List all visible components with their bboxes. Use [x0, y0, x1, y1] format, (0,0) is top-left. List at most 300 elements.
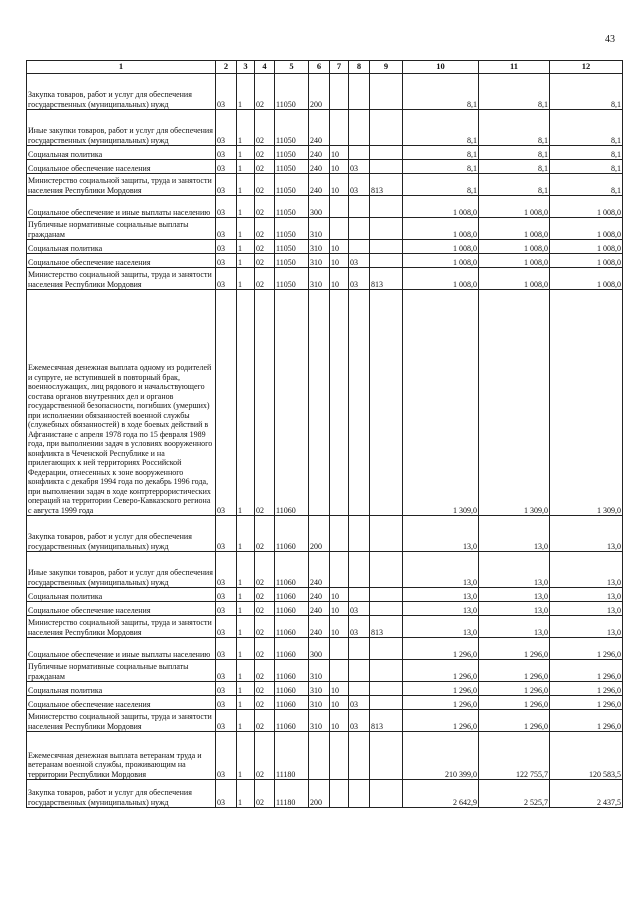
code-cell-c6: 240 [309, 616, 330, 638]
column-header: 9 [370, 61, 403, 74]
code-cell-c5: 11060 [275, 682, 309, 696]
code-cell-c3: 1 [237, 218, 255, 240]
code-cell-c4: 02 [255, 196, 275, 218]
code-cell-c2: 03 [216, 588, 237, 602]
code-cell-c3: 1 [237, 146, 255, 160]
amount-cell-c10: 2 642,9 [403, 780, 479, 808]
code-cell-c5: 11050 [275, 218, 309, 240]
code-cell-c7 [330, 110, 349, 146]
code-cell-c7 [330, 516, 349, 552]
amount-cell-c12: 1 008,0 [550, 268, 623, 290]
table-row [27, 290, 623, 516]
code-cell-c7 [330, 732, 349, 780]
code-cell-c7: 10 [330, 682, 349, 696]
table-row [27, 146, 623, 160]
code-cell-c7 [330, 74, 349, 110]
amount-cell-c10: 1 296,0 [403, 660, 479, 682]
amount-cell-c10: 8,1 [403, 146, 479, 160]
amount-cell-c10: 1 008,0 [403, 254, 479, 268]
code-cell-c9 [370, 218, 403, 240]
row-name-cell: Ежемесячная денежная выплата одному из родителей и супруге, не вступившей в повторный брак, военнослужащих, лиц рядового и начальствующего состава органов внутренних дел и органов государственной безопасности, погибших (умерших) при исполнении обязанностей военной службы (служебных обязанностей) в ходе боевых действий в Афганистане с апреля 1978 года по 15 февраля 1989 года, при выполнении задач в условиях вооруженного конфликта в Чеченской Республике и на прилегающих к ней территориях Российской Федерации, отнесенных к зоне вооруженного конфликта с декабря 1994 года по декабрь 1996 года, при выполнении задач в ходе контртеррористических операций на территории Северо-Кавказского региона с августа 1999 года [27, 290, 216, 516]
code-cell-c3: 1 [237, 588, 255, 602]
code-cell-c5: 11050 [275, 174, 309, 196]
amount-cell-c11: 13,0 [479, 552, 550, 588]
amount-cell-c12: 1 309,0 [550, 290, 623, 516]
code-cell-c5: 11060 [275, 660, 309, 682]
code-cell-c7: 10 [330, 174, 349, 196]
amount-cell-c10: 1 296,0 [403, 710, 479, 732]
amount-cell-c11: 1 008,0 [479, 196, 550, 218]
code-cell-c9 [370, 146, 403, 160]
table-row [27, 196, 623, 218]
code-cell-c4: 02 [255, 602, 275, 616]
amount-cell-c11: 13,0 [479, 616, 550, 638]
amount-cell-c11: 8,1 [479, 174, 550, 196]
amount-cell-c12: 1 296,0 [550, 660, 623, 682]
code-cell-c7 [330, 638, 349, 660]
amount-cell-c10: 13,0 [403, 588, 479, 602]
code-cell-c2: 03 [216, 638, 237, 660]
amount-cell-c10: 13,0 [403, 602, 479, 616]
code-cell-c7: 10 [330, 254, 349, 268]
code-cell-c8: 03 [349, 696, 370, 710]
amount-cell-c11: 1 296,0 [479, 696, 550, 710]
code-cell-c6: 200 [309, 516, 330, 552]
code-cell-c6: 300 [309, 196, 330, 218]
code-cell-c7 [330, 660, 349, 682]
amount-cell-c10: 1 309,0 [403, 290, 479, 516]
code-cell-c6: 240 [309, 110, 330, 146]
code-cell-c6: 240 [309, 602, 330, 616]
code-cell-c3: 1 [237, 616, 255, 638]
code-cell-c2: 03 [216, 710, 237, 732]
amount-cell-c11: 13,0 [479, 516, 550, 552]
code-cell-c3: 1 [237, 638, 255, 660]
code-cell-c4: 02 [255, 696, 275, 710]
code-cell-c2: 03 [216, 110, 237, 146]
amount-cell-c12: 120 583,5 [550, 732, 623, 780]
amount-cell-c12: 8,1 [550, 160, 623, 174]
code-cell-c4: 02 [255, 240, 275, 254]
code-cell-c5: 11060 [275, 602, 309, 616]
amount-cell-c11: 2 525,7 [479, 780, 550, 808]
code-cell-c6: 240 [309, 588, 330, 602]
code-cell-c4: 02 [255, 616, 275, 638]
code-cell-c8 [349, 218, 370, 240]
code-cell-c4: 02 [255, 74, 275, 110]
amount-cell-c11: 1 008,0 [479, 254, 550, 268]
code-cell-c4: 02 [255, 110, 275, 146]
code-cell-c8: 03 [349, 616, 370, 638]
row-name-cell: Социальное обеспечение населения [27, 254, 216, 268]
code-cell-c8 [349, 74, 370, 110]
row-name-cell: Социальное обеспечение населения [27, 160, 216, 174]
code-cell-c5: 11050 [275, 160, 309, 174]
code-cell-c5: 11060 [275, 516, 309, 552]
row-name-cell: Ежемесячная денежная выплата ветеранам труда и ветеранам военной службы, проживающим на территории Республики Мордовия [27, 732, 216, 780]
code-cell-c9 [370, 254, 403, 268]
code-cell-c8: 03 [349, 268, 370, 290]
code-cell-c9 [370, 732, 403, 780]
code-cell-c4: 02 [255, 682, 275, 696]
code-cell-c4: 02 [255, 710, 275, 732]
row-name-cell: Социальная политика [27, 682, 216, 696]
amount-cell-c10: 13,0 [403, 516, 479, 552]
code-cell-c3: 1 [237, 552, 255, 588]
table-row [27, 74, 623, 110]
column-header: 12 [550, 61, 623, 74]
code-cell-c5: 11060 [275, 696, 309, 710]
code-cell-c3: 1 [237, 710, 255, 732]
code-cell-c6: 310 [309, 268, 330, 290]
code-cell-c3: 1 [237, 196, 255, 218]
amount-cell-c10: 1 008,0 [403, 268, 479, 290]
code-cell-c7 [330, 780, 349, 808]
code-cell-c2: 03 [216, 196, 237, 218]
code-cell-c7: 10 [330, 160, 349, 174]
amount-cell-c12: 8,1 [550, 74, 623, 110]
amount-cell-c11: 1 309,0 [479, 290, 550, 516]
code-cell-c6: 240 [309, 174, 330, 196]
code-cell-c7 [330, 196, 349, 218]
table-row [27, 588, 623, 602]
code-cell-c3: 1 [237, 780, 255, 808]
row-name-cell: Социальное обеспечение населения [27, 602, 216, 616]
code-cell-c5: 11060 [275, 588, 309, 602]
code-cell-c2: 03 [216, 780, 237, 808]
amount-cell-c12: 8,1 [550, 110, 623, 146]
amount-cell-c11: 13,0 [479, 602, 550, 616]
code-cell-c9: 813 [370, 268, 403, 290]
amount-cell-c10: 13,0 [403, 552, 479, 588]
column-header: 2 [216, 61, 237, 74]
code-cell-c9: 813 [370, 710, 403, 732]
amount-cell-c12: 1 296,0 [550, 682, 623, 696]
column-header: 5 [275, 61, 309, 74]
table-row [27, 660, 623, 682]
table-row [27, 254, 623, 268]
table-row [27, 602, 623, 616]
code-cell-c4: 02 [255, 552, 275, 588]
row-name-cell: Закупка товаров, работ и услуг для обеспечения государственных (муниципальных) нужд [27, 74, 216, 110]
code-cell-c9 [370, 588, 403, 602]
code-cell-c6: 240 [309, 146, 330, 160]
code-cell-c9 [370, 660, 403, 682]
table-row [27, 240, 623, 254]
code-cell-c9 [370, 696, 403, 710]
row-name-cell: Министерство социальной защиты, труда и занятости населения Республики Мордовия [27, 616, 216, 638]
code-cell-c3: 1 [237, 74, 255, 110]
row-name-cell: Социальная политика [27, 588, 216, 602]
code-cell-c2: 03 [216, 218, 237, 240]
code-cell-c4: 02 [255, 660, 275, 682]
code-cell-c9: 813 [370, 174, 403, 196]
amount-cell-c10: 1 296,0 [403, 682, 479, 696]
column-header: 3 [237, 61, 255, 74]
code-cell-c8: 03 [349, 254, 370, 268]
column-header: 10 [403, 61, 479, 74]
amount-cell-c10: 1 008,0 [403, 196, 479, 218]
table-row [27, 780, 623, 808]
amount-cell-c10: 8,1 [403, 160, 479, 174]
code-cell-c2: 03 [216, 616, 237, 638]
code-cell-c4: 02 [255, 290, 275, 516]
code-cell-c6 [309, 290, 330, 516]
code-cell-c6: 310 [309, 696, 330, 710]
amount-cell-c12: 1 008,0 [550, 196, 623, 218]
code-cell-c4: 02 [255, 254, 275, 268]
table-row [27, 268, 623, 290]
code-cell-c4: 02 [255, 218, 275, 240]
table-row [27, 552, 623, 588]
code-cell-c8 [349, 516, 370, 552]
code-cell-c4: 02 [255, 638, 275, 660]
row-name-cell: Министерство социальной защиты, труда и занятости населения Республики Мордовия [27, 174, 216, 196]
code-cell-c2: 03 [216, 290, 237, 516]
code-cell-c8 [349, 682, 370, 696]
code-cell-c7: 10 [330, 146, 349, 160]
code-cell-c2: 03 [216, 696, 237, 710]
table-row [27, 516, 623, 552]
amount-cell-c12: 13,0 [550, 552, 623, 588]
amount-cell-c12: 1 296,0 [550, 638, 623, 660]
row-name-cell: Министерство социальной защиты, труда и занятости населения Республики Мордовия [27, 710, 216, 732]
code-cell-c9 [370, 780, 403, 808]
code-cell-c8 [349, 196, 370, 218]
code-cell-c3: 1 [237, 290, 255, 516]
code-cell-c4: 02 [255, 516, 275, 552]
row-name-cell: Закупка товаров, работ и услуг для обеспечения государственных (муниципальных) нужд [27, 780, 216, 808]
code-cell-c9 [370, 160, 403, 174]
amount-cell-c10: 8,1 [403, 110, 479, 146]
row-name-cell: Социальная политика [27, 240, 216, 254]
code-cell-c5: 11060 [275, 616, 309, 638]
code-cell-c2: 03 [216, 552, 237, 588]
table-row [27, 160, 623, 174]
code-cell-c6: 310 [309, 710, 330, 732]
amount-cell-c12: 1 008,0 [550, 240, 623, 254]
code-cell-c3: 1 [237, 160, 255, 174]
code-cell-c4: 02 [255, 588, 275, 602]
amount-cell-c11: 8,1 [479, 74, 550, 110]
code-cell-c8 [349, 146, 370, 160]
code-cell-c4: 02 [255, 780, 275, 808]
code-cell-c8 [349, 638, 370, 660]
code-cell-c9 [370, 74, 403, 110]
code-cell-c6: 310 [309, 660, 330, 682]
code-cell-c6: 310 [309, 254, 330, 268]
amount-cell-c12: 13,0 [550, 516, 623, 552]
code-cell-c2: 03 [216, 268, 237, 290]
code-cell-c3: 1 [237, 516, 255, 552]
table-row [27, 696, 623, 710]
code-cell-c3: 1 [237, 602, 255, 616]
table-row [27, 638, 623, 660]
amount-cell-c11: 1 008,0 [479, 268, 550, 290]
code-cell-c9 [370, 196, 403, 218]
amount-cell-c12: 13,0 [550, 616, 623, 638]
row-name-cell: Социальное обеспечение и иные выплаты населению [27, 196, 216, 218]
code-cell-c5: 11060 [275, 552, 309, 588]
row-name-cell: Министерство социальной защиты, труда и занятости населения Республики Мордовия [27, 268, 216, 290]
amount-cell-c10: 1 296,0 [403, 638, 479, 660]
code-cell-c3: 1 [237, 732, 255, 780]
code-cell-c8 [349, 732, 370, 780]
code-cell-c8 [349, 240, 370, 254]
budget-table [26, 60, 623, 808]
table-header-row [27, 61, 623, 74]
row-name-cell: Публичные нормативные социальные выплаты гражданам [27, 660, 216, 682]
code-cell-c6: 200 [309, 780, 330, 808]
code-cell-c9 [370, 602, 403, 616]
amount-cell-c10: 1 008,0 [403, 240, 479, 254]
table-row [27, 174, 623, 196]
code-cell-c2: 03 [216, 240, 237, 254]
amount-cell-c10: 1 008,0 [403, 218, 479, 240]
row-name-cell: Социальное обеспечение населения [27, 696, 216, 710]
code-cell-c2: 03 [216, 160, 237, 174]
code-cell-c2: 03 [216, 254, 237, 268]
code-cell-c7: 10 [330, 696, 349, 710]
code-cell-c9: 813 [370, 616, 403, 638]
code-cell-c3: 1 [237, 660, 255, 682]
column-header: 1 [27, 61, 216, 74]
code-cell-c8 [349, 660, 370, 682]
code-cell-c9 [370, 110, 403, 146]
code-cell-c5: 11180 [275, 780, 309, 808]
code-cell-c5: 11050 [275, 196, 309, 218]
code-cell-c5: 11050 [275, 74, 309, 110]
code-cell-c7: 10 [330, 710, 349, 732]
amount-cell-c10: 13,0 [403, 616, 479, 638]
table-row [27, 616, 623, 638]
code-cell-c2: 03 [216, 602, 237, 616]
code-cell-c5: 11060 [275, 290, 309, 516]
code-cell-c9 [370, 240, 403, 254]
amount-cell-c12: 1 008,0 [550, 254, 623, 268]
code-cell-c8: 03 [349, 160, 370, 174]
code-cell-c2: 03 [216, 74, 237, 110]
amount-cell-c12: 1 296,0 [550, 710, 623, 732]
row-name-cell: Публичные нормативные социальные выплаты гражданам [27, 218, 216, 240]
code-cell-c9 [370, 682, 403, 696]
code-cell-c8 [349, 780, 370, 808]
code-cell-c3: 1 [237, 254, 255, 268]
code-cell-c8 [349, 588, 370, 602]
amount-cell-c11: 1 008,0 [479, 218, 550, 240]
code-cell-c9 [370, 638, 403, 660]
code-cell-c3: 1 [237, 696, 255, 710]
code-cell-c3: 1 [237, 268, 255, 290]
amount-cell-c11: 1 008,0 [479, 240, 550, 254]
column-header: 4 [255, 61, 275, 74]
code-cell-c8 [349, 290, 370, 516]
row-name-cell: Иные закупки товаров, работ и услуг для обеспечения государственных (муниципальных) нужд [27, 552, 216, 588]
amount-cell-c12: 13,0 [550, 588, 623, 602]
code-cell-c2: 03 [216, 146, 237, 160]
column-header: 7 [330, 61, 349, 74]
table-row [27, 682, 623, 696]
table-row [27, 710, 623, 732]
code-cell-c7: 10 [330, 588, 349, 602]
amount-cell-c12: 8,1 [550, 174, 623, 196]
code-cell-c7 [330, 290, 349, 516]
code-cell-c7: 10 [330, 602, 349, 616]
amount-cell-c10: 8,1 [403, 74, 479, 110]
code-cell-c3: 1 [237, 682, 255, 696]
code-cell-c7: 10 [330, 240, 349, 254]
code-cell-c9 [370, 516, 403, 552]
code-cell-c8 [349, 552, 370, 588]
code-cell-c8 [349, 110, 370, 146]
amount-cell-c11: 1 296,0 [479, 660, 550, 682]
code-cell-c3: 1 [237, 174, 255, 196]
code-cell-c6: 240 [309, 552, 330, 588]
code-cell-c5: 11050 [275, 254, 309, 268]
code-cell-c5: 11050 [275, 146, 309, 160]
code-cell-c6: 310 [309, 682, 330, 696]
amount-cell-c11: 1 296,0 [479, 638, 550, 660]
amount-cell-c12: 1 008,0 [550, 218, 623, 240]
code-cell-c6: 310 [309, 240, 330, 254]
row-name-cell: Социальное обеспечение и иные выплаты населению [27, 638, 216, 660]
code-cell-c6: 240 [309, 160, 330, 174]
table-row [27, 732, 623, 780]
code-cell-c7 [330, 552, 349, 588]
column-header: 6 [309, 61, 330, 74]
code-cell-c6: 200 [309, 74, 330, 110]
code-cell-c4: 02 [255, 146, 275, 160]
amount-cell-c11: 8,1 [479, 110, 550, 146]
code-cell-c4: 02 [255, 268, 275, 290]
code-cell-c3: 1 [237, 110, 255, 146]
code-cell-c8: 03 [349, 710, 370, 732]
code-cell-c5: 11180 [275, 732, 309, 780]
code-cell-c6 [309, 732, 330, 780]
amount-cell-c11: 1 296,0 [479, 710, 550, 732]
code-cell-c4: 02 [255, 160, 275, 174]
amount-cell-c10: 1 296,0 [403, 696, 479, 710]
code-cell-c9 [370, 552, 403, 588]
amount-cell-c10: 8,1 [403, 174, 479, 196]
table-row [27, 218, 623, 240]
code-cell-c2: 03 [216, 732, 237, 780]
amount-cell-c12: 2 437,5 [550, 780, 623, 808]
amount-cell-c12: 8,1 [550, 146, 623, 160]
column-header: 8 [349, 61, 370, 74]
code-cell-c7: 10 [330, 268, 349, 290]
code-cell-c2: 03 [216, 660, 237, 682]
amount-cell-c11: 1 296,0 [479, 682, 550, 696]
code-cell-c2: 03 [216, 174, 237, 196]
code-cell-c2: 03 [216, 516, 237, 552]
amount-cell-c11: 8,1 [479, 146, 550, 160]
amount-cell-c12: 13,0 [550, 602, 623, 616]
code-cell-c5: 11050 [275, 110, 309, 146]
code-cell-c9 [370, 290, 403, 516]
code-cell-c8: 03 [349, 174, 370, 196]
amount-cell-c11: 13,0 [479, 588, 550, 602]
code-cell-c6: 310 [309, 218, 330, 240]
row-name-cell: Социальная политика [27, 146, 216, 160]
code-cell-c4: 02 [255, 732, 275, 780]
column-header: 11 [479, 61, 550, 74]
code-cell-c7: 10 [330, 616, 349, 638]
code-cell-c5: 11060 [275, 710, 309, 732]
code-cell-c8: 03 [349, 602, 370, 616]
code-cell-c5: 11050 [275, 240, 309, 254]
row-name-cell: Иные закупки товаров, работ и услуг для обеспечения государственных (муниципальных) нужд [27, 110, 216, 146]
